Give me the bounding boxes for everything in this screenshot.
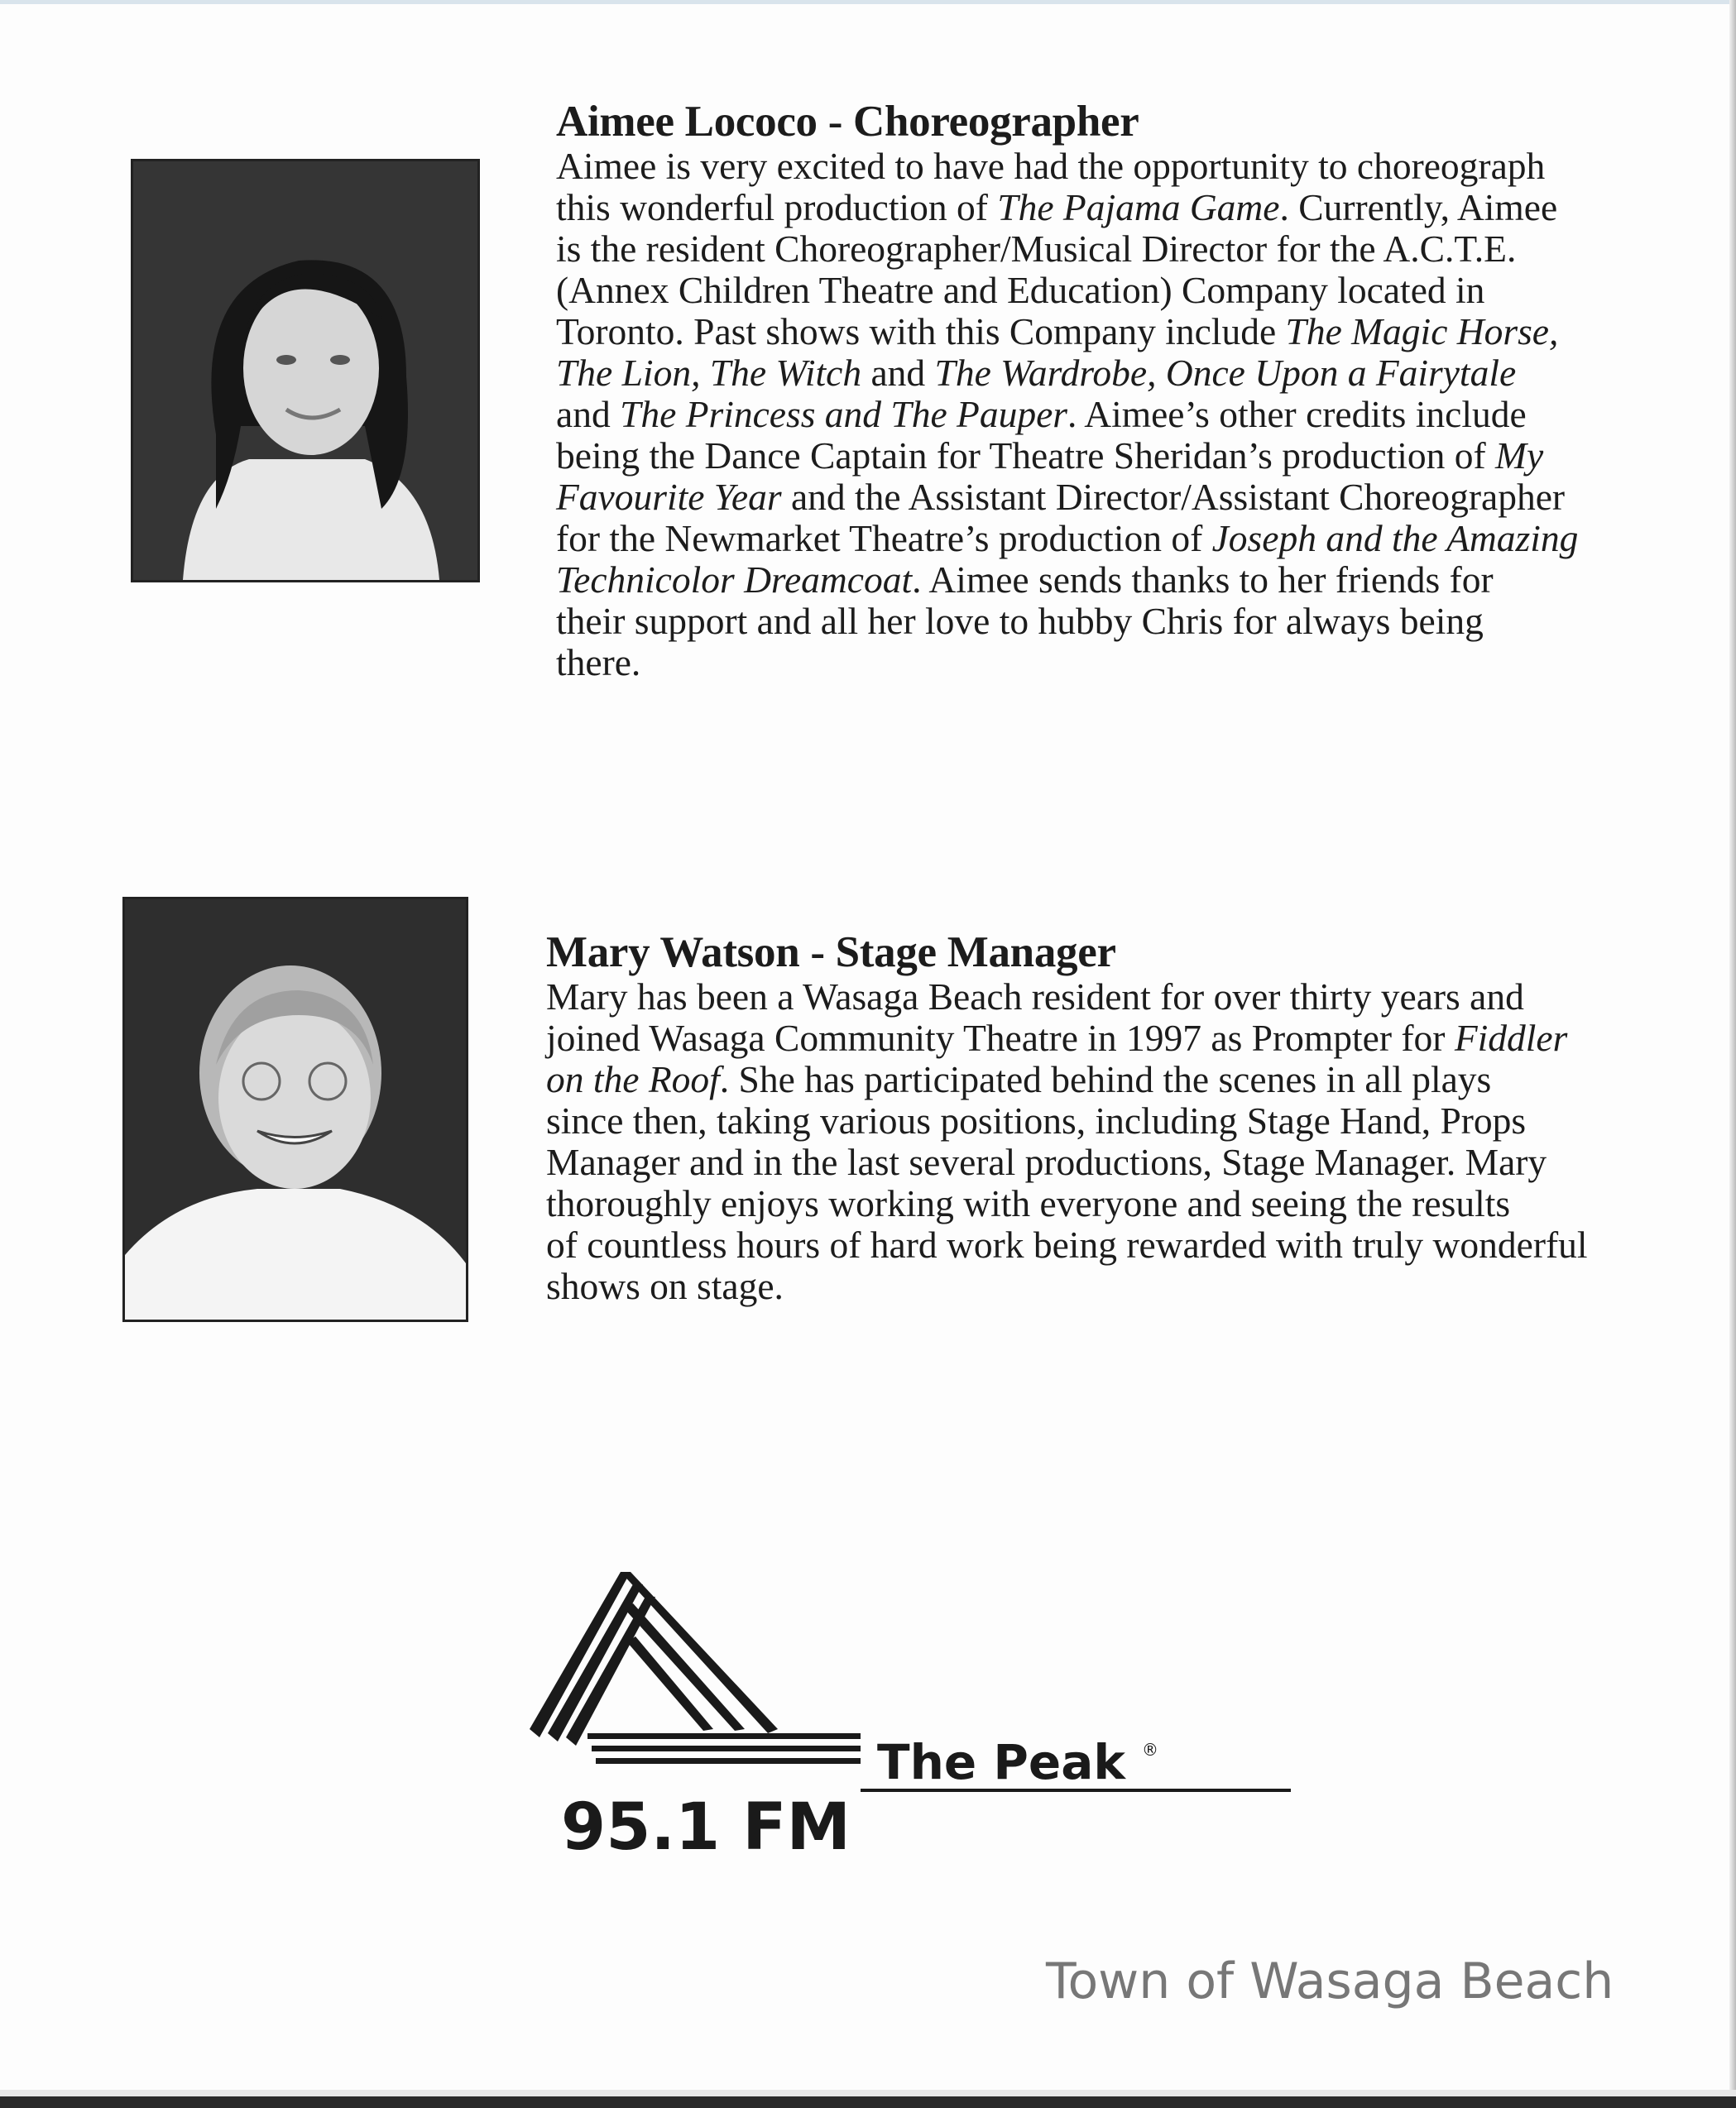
footer-watermark: Town of Wasaga Beach [1046,1952,1614,2010]
bio-text-segment: . She has participated behind the scenes in all plays [719,1058,1492,1100]
bio-title-italic: The Princess and The Pauper [620,393,1067,435]
bio-text-segment: Toronto. Past shows with this Company include [556,310,1286,352]
bio-text-segment: there. [556,641,641,683]
bio-text-segment: shows on stage. [546,1265,784,1307]
bio-text [546,976,1638,1307]
bio-title-italic: Favourite Year [556,476,782,518]
mary-watson-photo [122,897,468,1322]
bio-text-segment: for the Newmarket Theatre’s production of [556,517,1212,559]
bio-line [546,1018,1638,1059]
bio-title-italic: My [1495,434,1544,477]
bio-line [556,518,1648,559]
bio-line [556,311,1648,352]
bio-line [546,1266,1638,1307]
bio-line [556,270,1648,311]
bio-text-segment: Mary has been a Wasaga Beach resident for over thirty years and [546,975,1524,1018]
bio-title-italic: Fiddler [1454,1017,1568,1059]
bio-line [556,352,1648,394]
bio-text-segment: joined Wasaga Community Theatre in 1997 as Prompter for [546,1017,1455,1059]
bio-line [556,146,1648,187]
bio-line [556,228,1648,270]
bio-title-italic: Technicolor Dreamcoat [556,558,913,601]
bio-heading: Aimee Lococo - Choreographer [556,98,1139,146]
bio-title-italic: on the Roof [546,1058,720,1100]
bio-line [546,1059,1638,1100]
bio-line [546,976,1638,1018]
bio-mary-watson [546,928,1638,1307]
bio-text-segment: their support and all her love to hubby Chris for always being [556,600,1484,642]
scan-top-edge [0,0,1736,4]
bio-line [556,435,1648,477]
bio-aimee-lococo [556,98,1648,683]
bio-text-segment: (Annex Children Theatre and Education) Company located in [556,269,1485,311]
scan-bottom-shadow [0,2090,1736,2096]
bio-text-segment: and [861,352,935,394]
bio-line [546,1142,1638,1183]
bio-text-segment: is the resident Choreographer/Musical Director for the A.C.T.E. [556,228,1517,270]
station-frequency: 95.1 FM [561,1790,851,1857]
bio-heading: Mary Watson - Stage Manager [546,928,1116,976]
bio-title-italic: The Magic Horse, [1285,310,1559,352]
bio-text-segment: since then, taking various positions, including Stage Hand, Props [546,1100,1527,1142]
station-name: The Peak [877,1734,1125,1790]
bio-text-segment: . Aimee sends thanks to her friends for [912,558,1494,601]
bio-text-segment: of countless hours of hard work being rewarded with truly wonderful [546,1224,1588,1266]
bio-text-segment: Aimee is very excited to have had the opportunity to choreograph [556,145,1546,187]
aimee-lococo-photo [131,159,480,582]
bio-title-italic: The Pajama Game [997,186,1280,228]
bio-line [556,187,1648,228]
bio-line [546,1224,1638,1266]
scan-bottom-edge [0,2096,1736,2108]
bio-line [546,1183,1638,1224]
bio-line [556,642,1648,683]
bio-text-segment: Manager and in the last several productions, Stage Manager. Mary [546,1141,1547,1183]
bio-text-segment: and the Assistant Director/Assistant Choreographer [781,476,1566,518]
bio-line [556,559,1648,601]
bio-text-segment: being the Dance Captain for Theatre Sheridan’s production of [556,434,1496,477]
bio-text-segment: . Aimee’s other credits include [1067,393,1527,435]
bio-line [556,601,1648,642]
bio-title-italic: The Lion, The Witch [556,352,862,394]
bio-text [556,146,1648,683]
bio-text-segment: thoroughly enjoys working with everyone and seeing the results [546,1182,1511,1224]
bio-text-segment: this wonderful production of [556,186,998,228]
registered-mark: ® [1142,1740,1158,1760]
bio-line [556,394,1648,435]
scan-right-edge [1729,0,1736,2108]
bio-text-segment: and [556,393,621,435]
bio-title-italic: Joseph and the Amazing [1211,517,1579,559]
bio-text-segment: . Currently, Aimee [1279,186,1558,228]
the-peak-951-fm-logo [530,1572,1299,1857]
bio-line [556,477,1648,518]
bio-title-italic: The Wardrobe, Once Upon a Fairytale [934,352,1517,394]
bio-line [546,1100,1638,1142]
